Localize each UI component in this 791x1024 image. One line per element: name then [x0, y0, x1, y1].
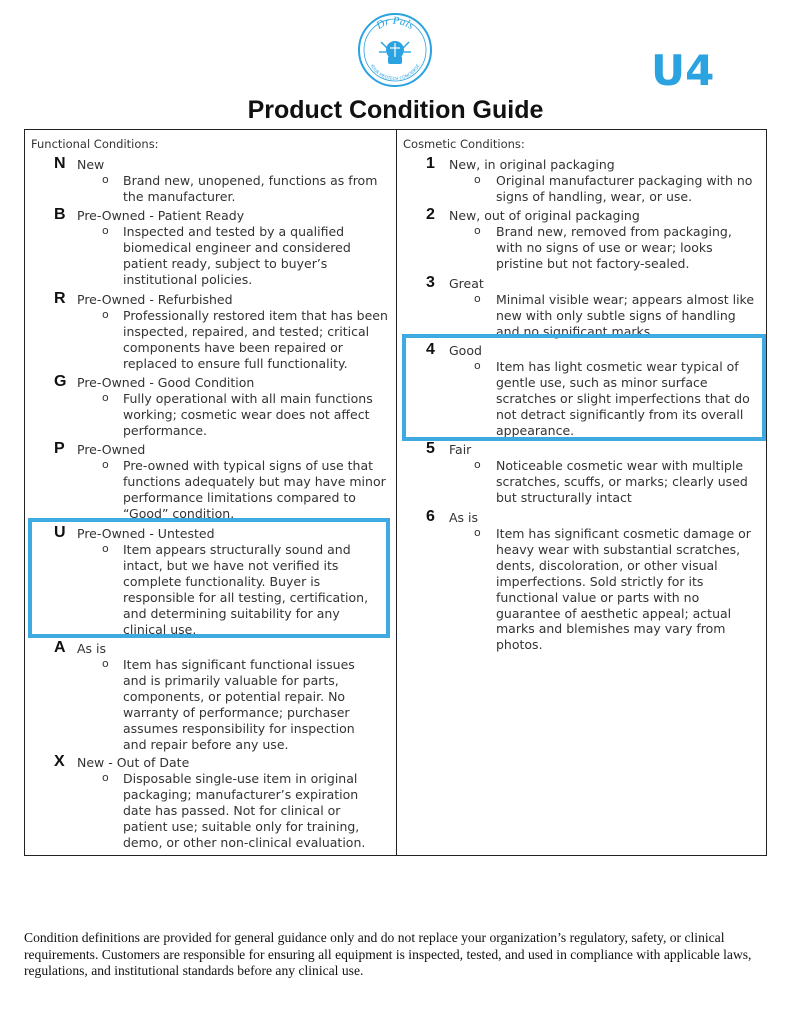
functional-desc-a: Item has significant functional issues and is primarily valuable for parts, components, or potential repair. No warranty of performance; purchaser assumes responsibility for inspection and repair before any use. — [123, 657, 355, 752]
functional-code-b: B — [54, 206, 66, 223]
bullet-icon: o — [102, 542, 109, 555]
cosmetic-desc-3: Minimal visible wear; appears almost like new with only subtle signs of handling and no significant marks. — [496, 292, 755, 339]
cosmetic-name-1: New, in original packaging — [449, 157, 615, 172]
bullet-icon: o — [102, 657, 109, 670]
bullet-icon: o — [474, 173, 481, 186]
functional-name-b: Pre-Owned - Patient Ready — [77, 208, 245, 223]
bullet-icon: o — [474, 526, 481, 539]
logo-name: Dr Pals — [374, 14, 417, 32]
functional-name-x: New - Out of Date — [77, 755, 190, 770]
functional-code-p: P — [54, 440, 65, 457]
cosmetic-heading: Cosmetic Conditions: — [403, 137, 525, 151]
bullet-icon: o — [102, 391, 109, 404]
functional-name-p: Pre-Owned — [77, 442, 146, 457]
cosmetic-desc-6: Item has significant cosmetic damage or heavy wear with substantial scratches, dents, discoloration, or other visual imperfections. Sold strictly for its functional value or parts with no guarantee of aesthetic appeal; actual marks and blemishes may vary from photos. — [496, 526, 751, 653]
cosmetic-desc-1: Original manufacturer packaging with no signs of handling, wear, or use. — [496, 173, 753, 204]
functional-desc-p: Pre-owned with typical signs of use that functions adequately but may have minor performance limitations compared to “Good” condition. — [123, 458, 386, 521]
functional-code-a: A — [54, 639, 66, 656]
functional-desc-r: Professionally restored item that has been inspected, repaired, and tested; critical components have been repaired or replaced to ensure full functionality. — [123, 308, 388, 371]
bullet-icon: o — [102, 771, 109, 784]
functional-name-g: Pre-Owned - Good Condition — [77, 375, 255, 390]
svg-text:YOUR MEDTECH CONCIERGE — [369, 62, 421, 81]
functional-name-r: Pre-Owned - Refurbished — [77, 292, 233, 307]
bullet-icon: o — [102, 308, 109, 321]
cosmetic-name-5: Fair — [449, 442, 472, 457]
cosmetic-name-3: Great — [449, 276, 484, 291]
functional-code-x: X — [54, 753, 65, 770]
page-title: Product Condition Guide — [247, 96, 544, 124]
functional-desc-u: Item appears structurally sound and intact, but we have not verified its complete functionality. Buyer is responsible for all testing, certification, and determining suitability for any clinical use. — [123, 542, 369, 637]
cosmetic-code-1: 1 — [426, 155, 435, 172]
functional-name-u: Pre-Owned - Untested — [77, 526, 215, 541]
cosmetic-code-4: 4 — [426, 341, 435, 358]
bullet-icon: o — [474, 292, 481, 305]
logo-tagline: YOUR MEDTECH CONCIERGE — [369, 63, 421, 82]
dr-pals-logo-icon — [357, 12, 433, 88]
cosmetic-code-3: 3 — [426, 274, 435, 291]
bullet-icon: o — [102, 173, 109, 186]
functional-desc-b: Inspected and tested by a qualified biomedical engineer and considered patient ready, subject to buyer’s institutional policies. — [123, 224, 351, 287]
functional-desc-n: Brand new, unopened, functions as from the manufacturer. — [123, 173, 378, 204]
functional-code-n: N — [54, 155, 66, 172]
cosmetic-code-2: 2 — [426, 206, 435, 223]
bullet-icon: o — [474, 224, 481, 237]
dr-pals-logo — [357, 12, 433, 88]
condition-code-badge: U4 — [651, 46, 715, 95]
cosmetic-desc-5: Noticeable cosmetic wear with multiple scratches, scuffs, or marks; clearly used but structurally intact — [496, 458, 748, 505]
cosmetic-code-6: 6 — [426, 508, 435, 525]
cosmetic-name-2: New, out of original packaging — [449, 208, 640, 223]
functional-code-g: G — [54, 373, 67, 390]
bullet-icon: o — [102, 224, 109, 237]
bullet-icon: o — [102, 458, 109, 471]
cosmetic-name-4: Good — [449, 343, 482, 358]
cosmetic-code-5: 5 — [426, 440, 435, 457]
column-divider — [396, 129, 397, 856]
functional-name-n: New — [77, 157, 105, 172]
cosmetic-desc-2: Brand new, removed from packaging, with no signs of use or wear; looks pristine but not factory-sealed. — [496, 224, 732, 271]
functional-code-u: U — [54, 524, 66, 541]
functional-desc-g: Fully operational with all main functions working; cosmetic wear does not affect performance. — [123, 391, 373, 438]
functional-name-a: As is — [77, 641, 107, 656]
bullet-icon: o — [474, 359, 481, 372]
functional-desc-x: Disposable single-use item in original packaging; manufacturer’s expiration date has passed. Not for clinical or patient use; suitable only for training, demo, or other non-clinical evaluation. — [123, 771, 366, 850]
bullet-icon: o — [474, 458, 481, 471]
functional-code-r: R — [54, 290, 66, 307]
cosmetic-name-6: As is — [449, 510, 479, 525]
cosmetic-desc-4: Item has light cosmetic wear typical of gentle use, such as minor surface scratches or slight imperfections that do not detract significantly from its overall appearance. — [496, 359, 750, 438]
disclaimer: Condition definitions are provided for general guidance only and do not replace your organization’s regulatory, safety, or clinical requirements. Customers are responsible for ensuring all equipment is inspected, tested, and used in compliance with applicable laws, regulations, and institutional standards before any clinical use. — [24, 930, 752, 978]
functional-heading: Functional Conditions: — [31, 137, 159, 151]
